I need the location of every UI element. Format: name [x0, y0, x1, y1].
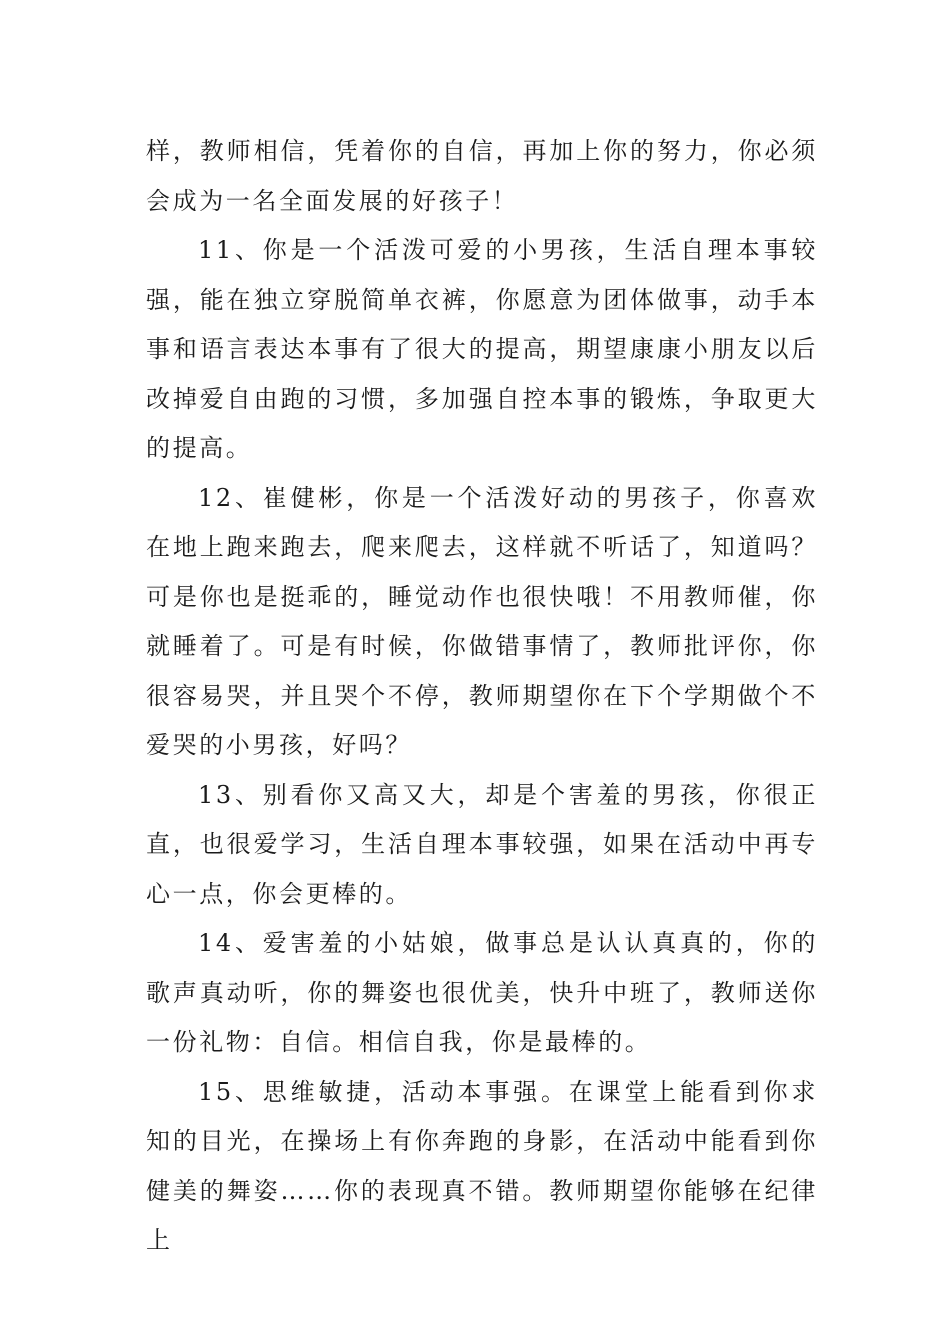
paragraph-comment-12: 12、崔健彬，你是一个活泼好动的男孩子，你喜欢在地上跑来跑去，爬来爬去，这样就不听话了，知道吗？可是你也是挺乖的，睡觉动作也很快哦！不用教师催，你就睡着了。可是有时候，你做错事情了，教师批评你，你很容易哭，并且哭个不停，教师期望你在下个学期做个不爱哭的小男孩，好吗？: [146, 483, 818, 759]
paragraph-comment-15: 15、思维敏捷，活动本事强。在课堂上能看到你求知的目光，在操场上有你奔跑的身影，在活动中能看到你健美的舞姿……你的表现真不错。教师期望你能够在纪律上: [146, 1077, 818, 1254]
paragraph-comment-14: 14、爱害羞的小姑娘，做事总是认认真真的，你的歌声真动听，你的舞姿也很优美，快升中班了，教师送你一份礼物：自信。相信自我，你是最棒的。: [146, 929, 818, 1056]
paragraph-comment-13: 13、别看你又高又大，却是个害羞的男孩，你很正直，也很爱学习，生活自理本事较强，如果在活动中再专心一点，你会更棒的。: [146, 780, 818, 908]
document-body: [146, 127, 818, 1266]
paragraph-comment-11: 11、你是一个活泼可爱的小男孩，生活自理本事较强，能在独立穿脱简单衣裤，你愿意为团体做事，动手本事和语言表达本事有了很大的提高，期望康康小朋友以后改掉爱自由跑的习惯，多加强自控本事的锻炼，争取更大的提高。: [146, 236, 818, 462]
paragraph-continuation: 样，教师相信，凭着你的自信，再加上你的努力，你必须会成为一名全面发展的好孩子！: [146, 137, 818, 215]
